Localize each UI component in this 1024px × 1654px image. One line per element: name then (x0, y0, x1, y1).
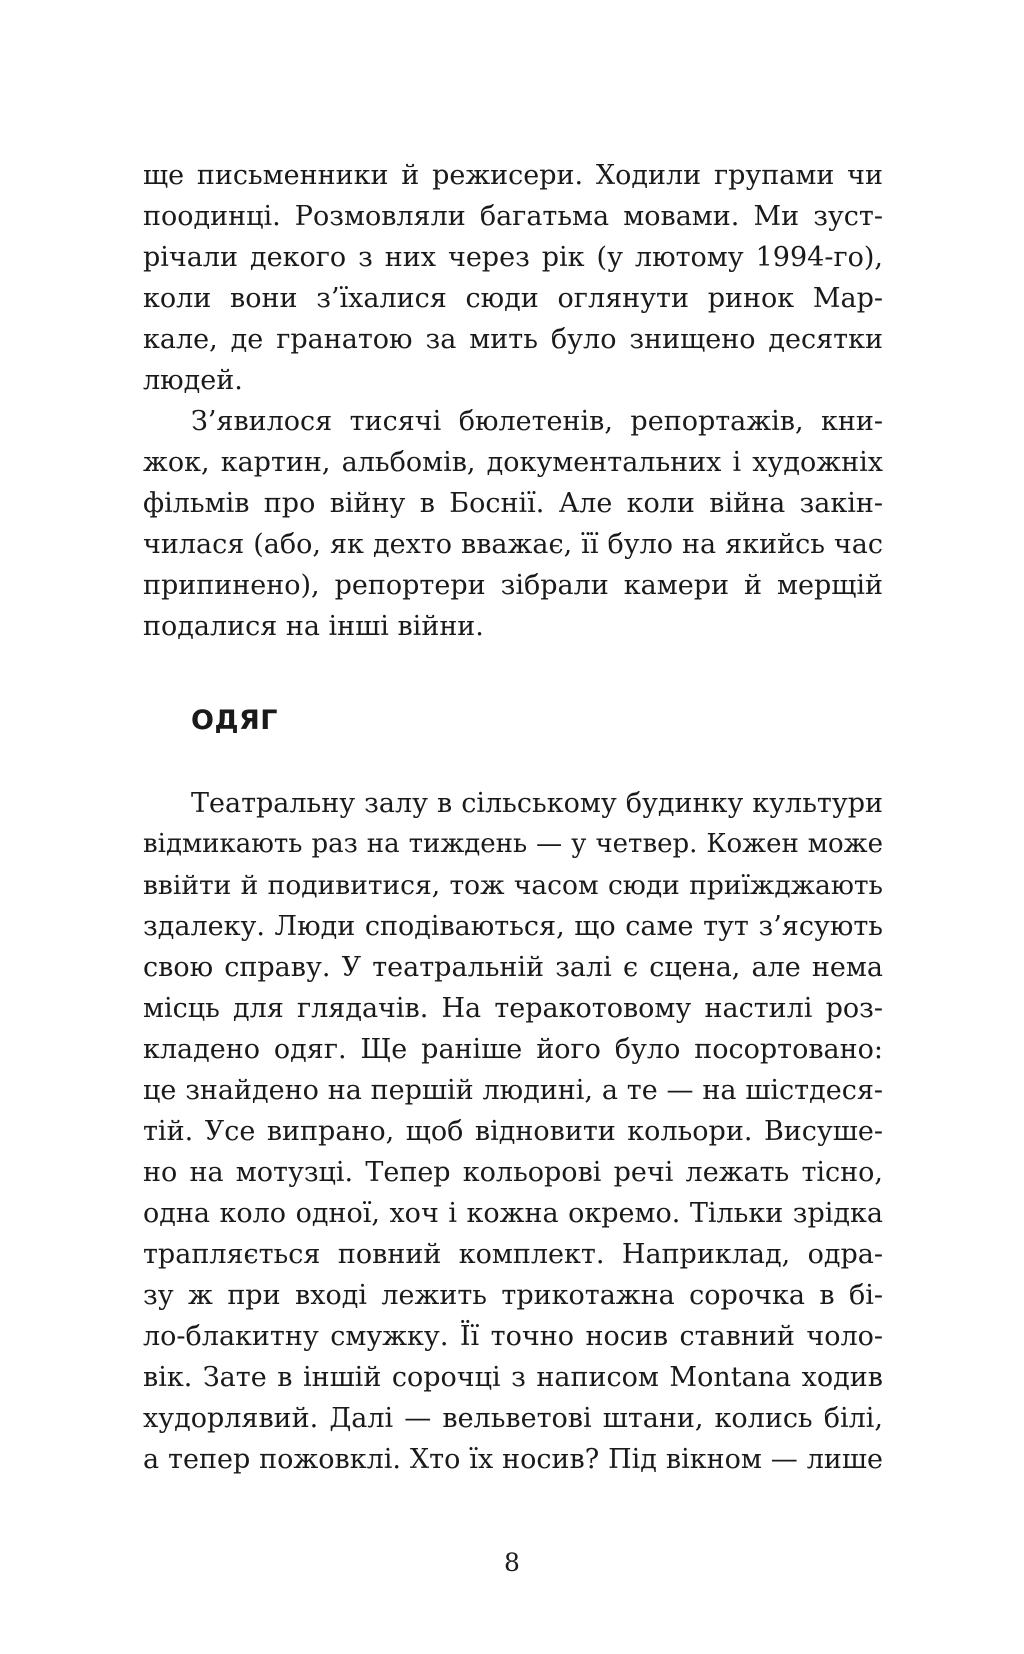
text-line: худорлявий. Далі — вельветові штани, колись білі, (143, 1403, 883, 1434)
text-line: ввійти й подивитися, тож часом сюди приїжджають (143, 870, 883, 901)
text-line: чилася (або, як дехто вважає, її було на якийсь час (143, 529, 883, 560)
text-line: фільмів про війну в Боснії. Але коли війна закін- (143, 488, 883, 519)
text-line: ло-блакитну смужку. Її точно носив ставний чоло- (143, 1321, 883, 1352)
text-line: кале, де гранатою за мить було знищено десятки (143, 324, 883, 355)
text-line: а тепер пожовклі. Хто їх носив? Під вікном — лише (143, 1444, 883, 1475)
text-line: це знайдено на першій людині, а те — на шістдеся- (143, 1075, 883, 1106)
text-line: одна коло одної, хоч і кожна окремо. Тільки зрідка (143, 1198, 883, 1229)
text-line: кладено одяг. Ще раніше його було посортовано: (143, 1034, 883, 1065)
text-line: місць для глядачів. На теракотовому настилі роз- (143, 993, 883, 1024)
text-line: поодинці. Розмовляли багатьма мовами. Ми зуст- (143, 201, 883, 232)
text-line: ще письменники й режисери. Ходили групами чи (143, 160, 883, 191)
text-line: вік. Зате в іншій сорочці з написом Montana ходив (143, 1362, 883, 1393)
text-line: зу ж при вході лежить трикотажна сорочка в бі- (143, 1280, 883, 1311)
paragraph-3 (143, 783, 883, 1480)
page-number: 8 (504, 1548, 520, 1577)
text-line: подалися на інші війни. (143, 611, 484, 642)
text-line: трапляється повний комплект. Наприклад, одра- (143, 1239, 883, 1270)
paragraph-2 (143, 401, 883, 647)
text-line: жок, картин, альбомів, документальних і художніх (143, 447, 883, 478)
text-line: коли вони з’їхалися сюди оглянути ринок Мар- (143, 283, 883, 314)
text-line: річали декого з них через рік (у лютому 1994-го), (143, 242, 883, 273)
text-line: людей. (143, 365, 243, 396)
text-line: здалеку. Люди сподіваються, що саме тут з’ясують (143, 911, 883, 942)
text-line: З’явилося тисячі бюлетенів, репортажів, кни- (191, 406, 883, 437)
section-heading: ОДЯГ (191, 705, 278, 736)
text-line: свою справу. У театральній залі є сцена, але нема (143, 952, 883, 983)
text-line: відмикають раз на тиждень — у четвер. Кожен може (143, 829, 883, 859)
text-line: тій. Усе випрано, щоб відновити кольори. Висуше- (143, 1116, 883, 1147)
paragraph-1 (143, 155, 883, 401)
text-line: но на мотузці. Тепер кольорові речі лежать тісно, (143, 1157, 883, 1188)
text-line: Театральну залу в сільському будинку культури (191, 788, 883, 819)
text-line: припинено), репортери зібрали камери й мерщій (143, 570, 883, 601)
